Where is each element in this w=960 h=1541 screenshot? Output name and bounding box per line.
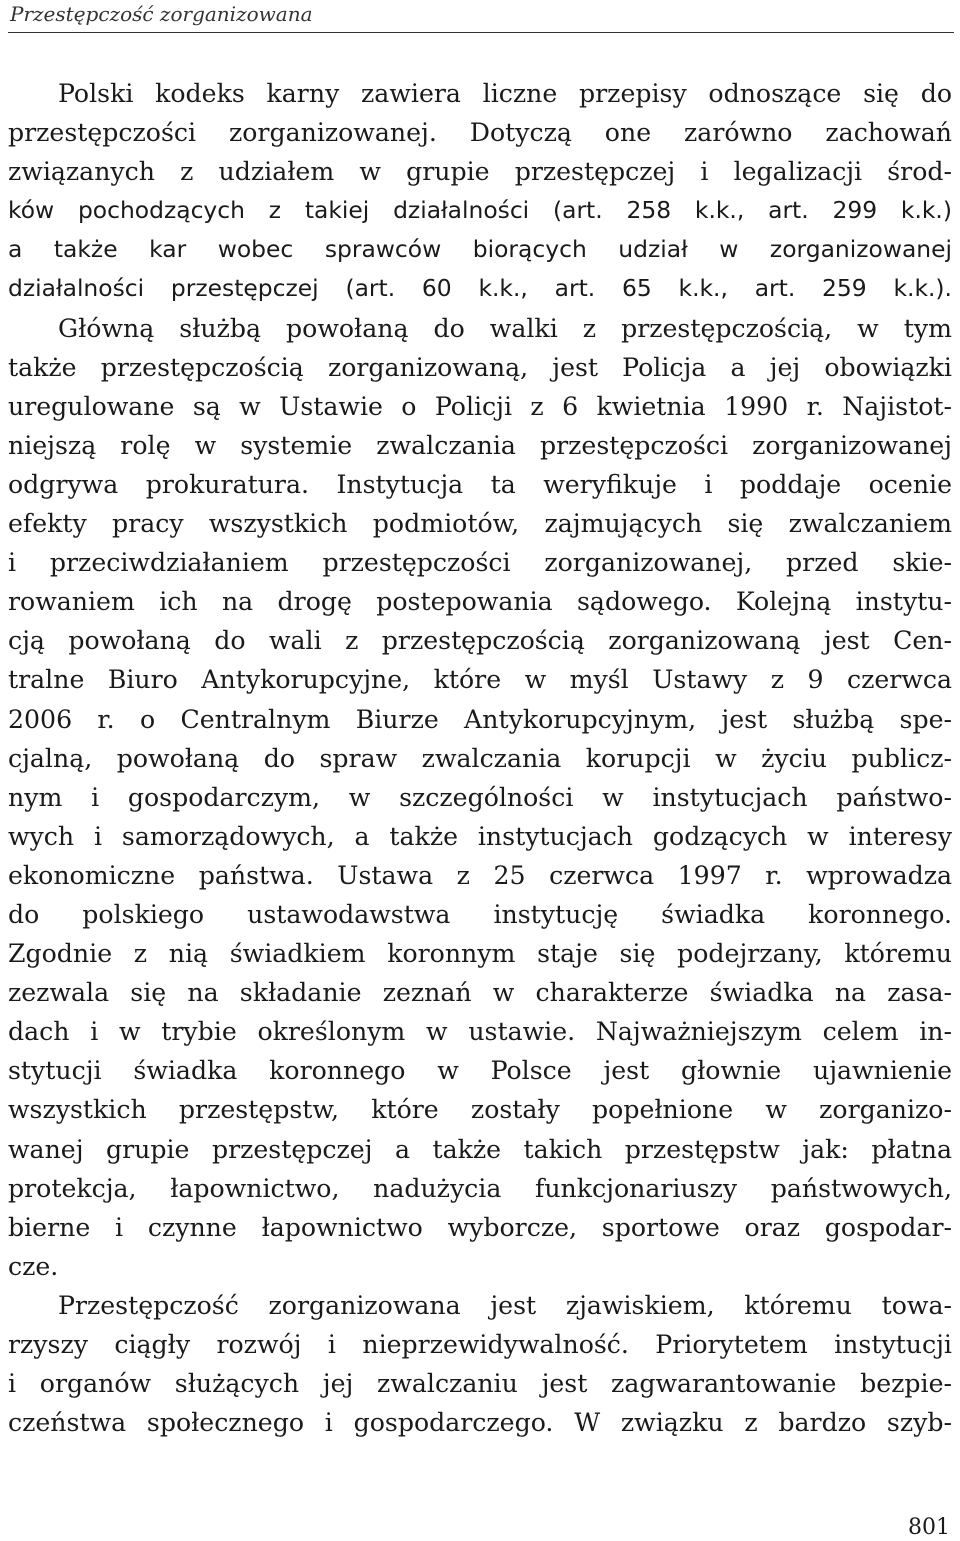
text-line: Główną służbą powołaną do walki z przestępczością, w tym	[58, 313, 952, 343]
text-line: odgrywa prokuratura. Instytucja ta weryfikuje i poddaje ocenie	[8, 469, 952, 499]
text-line: stytucji świadka koronnego w Polsce jest głownie ujawnienie	[8, 1056, 952, 1086]
body-text	[8, 74, 952, 1442]
text-line: efekty pracy wszystkich podmiotów, zajmujących się zwalczaniem	[8, 509, 952, 539]
text-line: do polskiego ustawodawstwa instytucję świadka koronnego.	[8, 899, 952, 929]
text-line: 2006 r. o Centralnym Biurze Antykorupcyjnym, jest służbą spe-	[8, 704, 952, 734]
text-line: nym i gospodarczym, w szczególności w instytucjach państwo-	[8, 782, 952, 812]
text-line: niejszą rolę w systemie zwalczania przestępczości zorganizowanej	[8, 430, 952, 460]
text-line: rowaniem ich na drogę postepowania sądowego. Kolejną instytu-	[8, 587, 952, 617]
text-line: cze.	[8, 1251, 59, 1281]
text-line: ekonomiczne państwa. Ustawa z 25 czerwca 1997 r. wprowadza	[8, 860, 952, 890]
text-line: związanych z udziałem w grupie przestępczej i legalizacji środ-	[8, 157, 952, 187]
text-line: cjalną, powołaną do spraw zwalczania korupcji w życiu publicz-	[8, 743, 952, 773]
running-header	[8, 0, 954, 33]
text-line: protekcja, łapownictwo, nadużycia funkcjonariuszy państwowych,	[8, 1173, 952, 1203]
text-line: bierne i czynne łapownictwo wyborcze, sportowe oraz gospodar-	[8, 1212, 952, 1242]
text-line: i przeciwdziałaniem przestępczości zorganizowanej, przed skie-	[8, 548, 952, 578]
text-line: czeństwa społecznego i gospodarczego. W związku z bardzo szyb-	[8, 1408, 952, 1438]
text-line: uregulowane są w Ustawie o Policji z 6 kwietnia 1990 r. Najistot-	[8, 391, 952, 421]
text-line: ków pochodzących z takiej działalności (art. 258 k.k., art. 299 k.k.)	[8, 196, 952, 225]
text-line: a także kar wobec sprawców biorących udział w zorganizowanej	[8, 235, 952, 264]
text-line: przestępczości zorganizowanej. Dotyczą one zarówno zachowań	[8, 118, 952, 148]
text-line: także przestępczością zorganizowaną, jest Policja a jej obowiązki	[8, 352, 952, 382]
text-line: dach i w trybie określonym w ustawie. Najważniejszym celem in-	[8, 1017, 952, 1047]
text-line: Polski kodeks karny zawiera liczne przepisy odnoszące się do	[58, 79, 952, 108]
text-line: Przestępczość zorganizowana jest zjawiskiem, któremu towa-	[58, 1290, 952, 1320]
text-line: wanej grupie przestępczej a także takich przestępstw jak: płatna	[8, 1134, 952, 1164]
running-header-title: Przestępczość zorganizowana	[10, 2, 313, 26]
text-line: cją powołaną do wali z przestępczością zorganizowaną jest Cen-	[8, 626, 952, 656]
text-line: rzyszy ciągły rozwój i nieprzewidywalność. Priorytetem instytucji	[8, 1330, 952, 1359]
text-line: tralne Biuro Antykorupcyjne, które w myśl Ustawy z 9 czerwca	[8, 665, 952, 695]
text-line: wych i samorządowych, a także instytucjach godzących w interesy	[8, 821, 952, 851]
page-number: 801	[908, 1515, 950, 1540]
text-line: i organów służących jej zwalczaniu jest zagwarantowanie bezpie-	[8, 1369, 952, 1399]
text-line: zezwala się na składanie zeznań w charakterze świadka na zasa-	[8, 978, 952, 1008]
text-line: wszystkich przestępstw, które zostały popełnione w zorganizo-	[8, 1095, 952, 1125]
text-line: działalności przestępczej (art. 60 k.k., art. 65 k.k., art. 259 k.k.).	[8, 274, 952, 303]
text-line: Zgodnie z nią świadkiem koronnym staje się podejrzany, któremu	[8, 939, 952, 969]
